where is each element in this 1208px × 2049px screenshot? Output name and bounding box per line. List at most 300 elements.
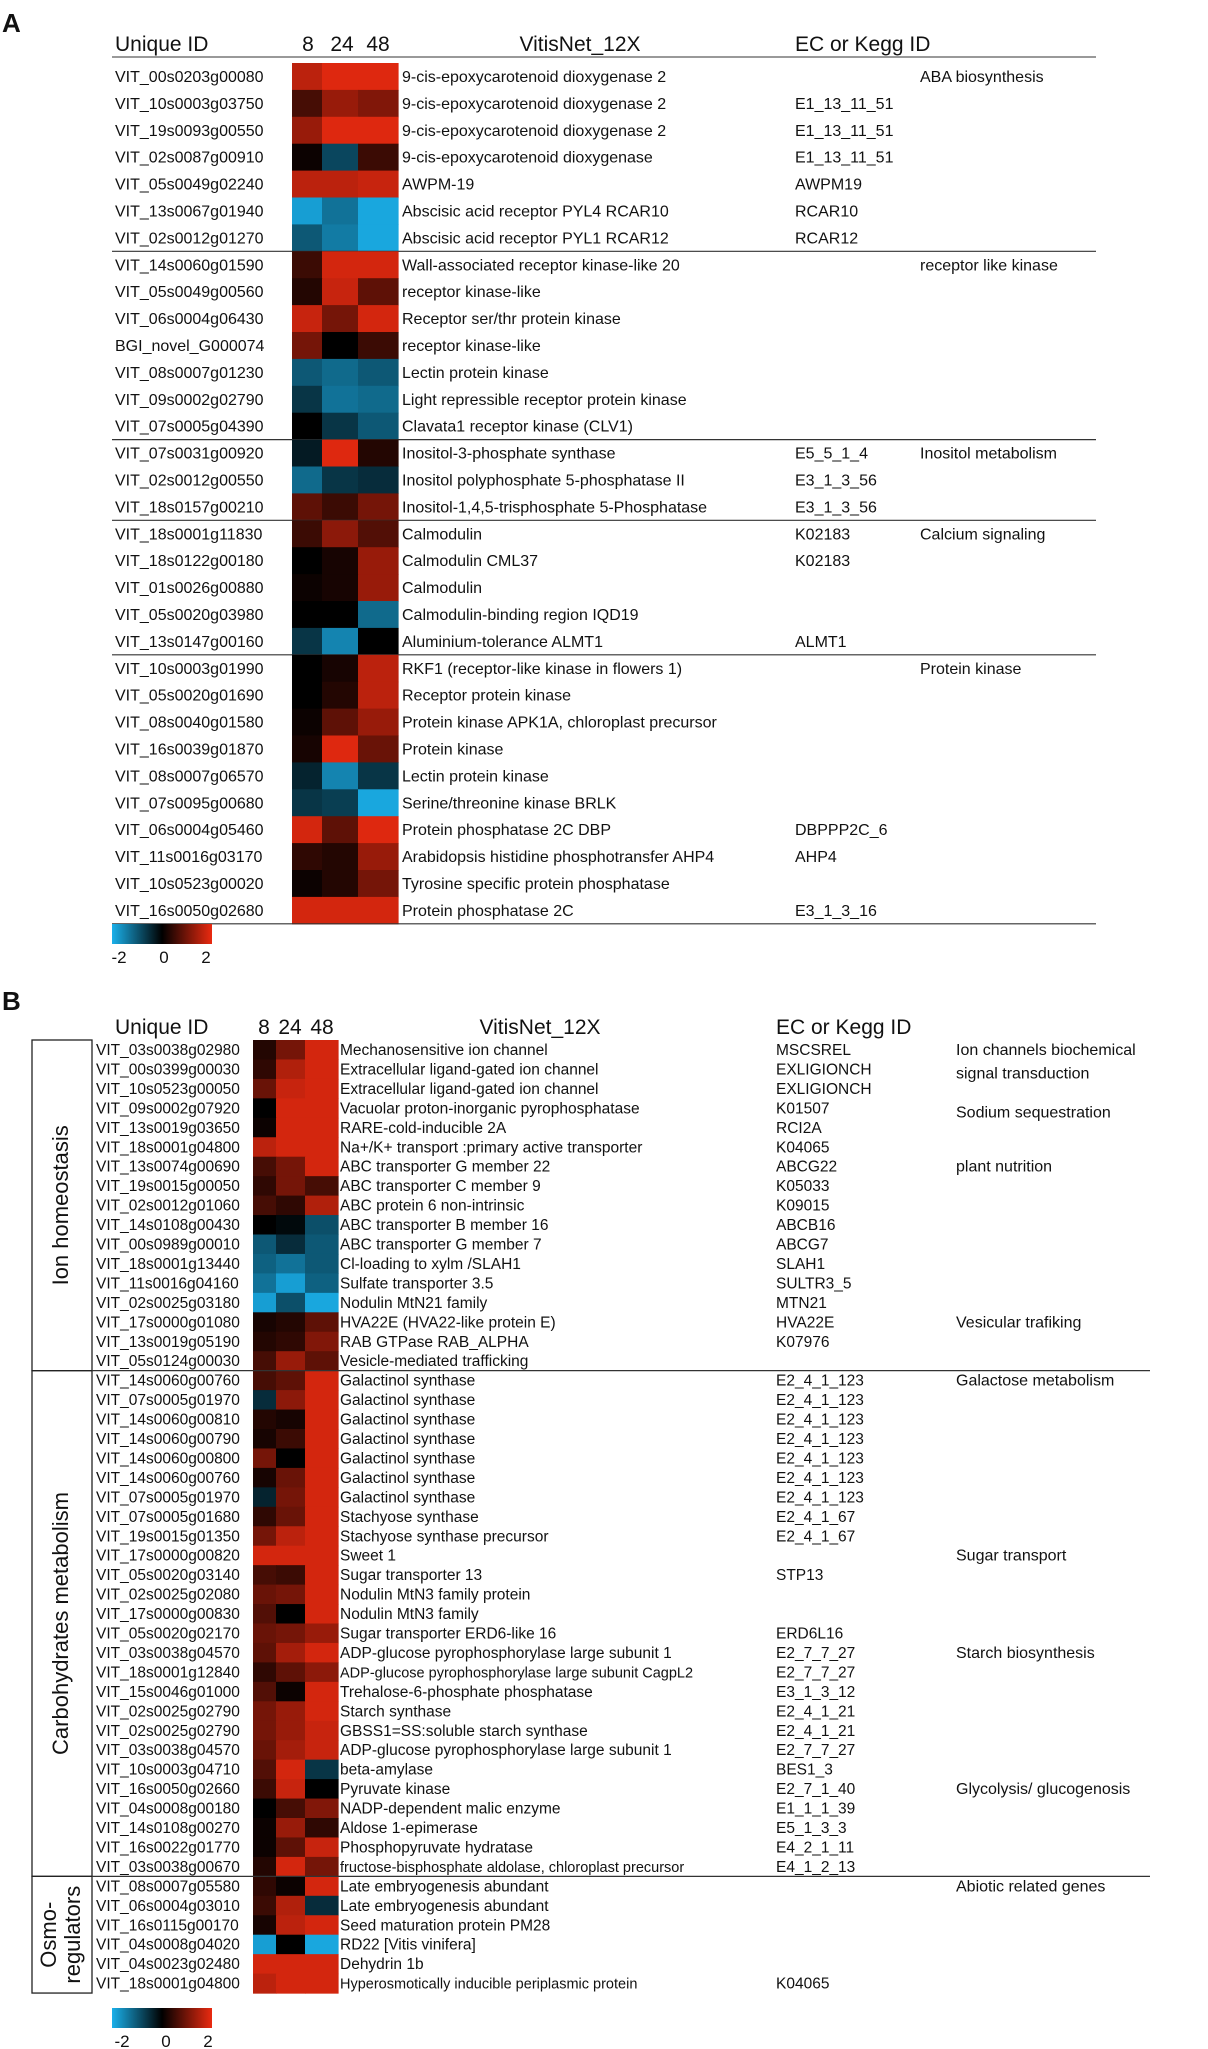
gene-id: VIT_00s0989g00010 bbox=[96, 1236, 240, 1254]
ec-kegg-id: BES1_3 bbox=[776, 1761, 833, 1779]
category-label: Starch biosynthesis bbox=[956, 1644, 1095, 1662]
heat-cell bbox=[305, 1118, 339, 1138]
ec-kegg-id: RCI2A bbox=[776, 1119, 822, 1137]
gene-id: VIT_19s0015g00050 bbox=[96, 1178, 240, 1196]
heat-cell bbox=[305, 1293, 339, 1313]
gene-id: VIT_06s0004g05460 bbox=[115, 822, 264, 840]
panel-label-a: A bbox=[2, 8, 21, 38]
heat-cell bbox=[358, 144, 399, 172]
gene-id: VIT_07s0005g01970 bbox=[96, 1489, 240, 1507]
gene-id: VIT_16s0022g01770 bbox=[96, 1839, 240, 1857]
ec-kegg-id: K09015 bbox=[776, 1197, 830, 1215]
heat-cell bbox=[358, 117, 399, 145]
gene-id: VIT_13s0074g00690 bbox=[96, 1158, 240, 1176]
gene-id: VIT_13s0147g00160 bbox=[115, 633, 264, 651]
heat-cell bbox=[358, 736, 399, 764]
heat-cell bbox=[276, 1643, 306, 1663]
ec-kegg-id: K02183 bbox=[795, 553, 851, 571]
heat-cell bbox=[322, 897, 359, 925]
gene-id: VIT_05s0020g02170 bbox=[96, 1625, 240, 1643]
heat-cell bbox=[322, 171, 359, 199]
header-unique-id: Unique ID bbox=[115, 33, 209, 56]
heat-cell bbox=[305, 1040, 339, 1060]
heat-cell bbox=[276, 1468, 306, 1488]
ec-kegg-id: E5_1_3_3 bbox=[776, 1820, 847, 1837]
heat-cell bbox=[276, 1760, 306, 1780]
heat-cell bbox=[322, 816, 359, 844]
gene-id: VIT_05s0049g00560 bbox=[115, 284, 264, 302]
gene-description: receptor kinase-like bbox=[402, 338, 541, 355]
gene-id: VIT_07s0095g00680 bbox=[115, 795, 264, 813]
heat-cell bbox=[253, 1215, 277, 1235]
heat-cell bbox=[276, 1507, 306, 1527]
header-col-24: 24 bbox=[330, 33, 354, 56]
heat-cell bbox=[253, 1896, 277, 1916]
gene-description: ADP-glucose pyrophosphorylase large subunit 1 bbox=[340, 1644, 672, 1662]
gene-id: VIT_14s0060g00760 bbox=[96, 1372, 240, 1390]
heat-cell bbox=[292, 574, 323, 602]
heat-cell bbox=[253, 1040, 277, 1060]
heat-cell bbox=[358, 359, 399, 387]
heat-cell bbox=[358, 90, 399, 118]
heat-cell bbox=[292, 843, 323, 871]
heat-cell bbox=[253, 1565, 277, 1585]
heat-cell bbox=[292, 789, 323, 817]
gene-id: VIT_11s0016g04160 bbox=[96, 1275, 239, 1293]
heat-cell bbox=[253, 1137, 277, 1157]
heat-cell bbox=[305, 1721, 339, 1741]
heat-cell bbox=[276, 1682, 306, 1702]
gene-description: Abscisic acid receptor PYL4 RCAR10 bbox=[402, 203, 669, 221]
heat-cell bbox=[292, 897, 323, 925]
heat-cell bbox=[292, 332, 323, 360]
heat-cell bbox=[276, 1799, 306, 1819]
heat-cell bbox=[292, 870, 323, 898]
heat-cell bbox=[253, 1351, 277, 1371]
ec-kegg-id: E2_4_1_67 bbox=[776, 1528, 856, 1546]
heat-cell bbox=[276, 1857, 306, 1877]
heat-cell bbox=[305, 1079, 339, 1099]
legend-mid-label: 0 bbox=[159, 948, 169, 967]
ec-kegg-id: EXLIGIONCH bbox=[776, 1080, 872, 1098]
heat-cell bbox=[253, 1293, 277, 1313]
heat-cell bbox=[292, 440, 323, 468]
heat-cell bbox=[358, 305, 399, 333]
heat-cell bbox=[322, 467, 359, 495]
heat-cell bbox=[253, 1760, 277, 1780]
gene-description: Protein phosphatase 2C bbox=[402, 902, 574, 920]
gene-id: VIT_06s0004g06430 bbox=[115, 311, 264, 329]
heat-cell bbox=[253, 1624, 277, 1644]
heat-cell bbox=[358, 547, 399, 575]
heat-cell bbox=[253, 1410, 277, 1430]
gene-description: GBSS1=SS:soluble starch synthase bbox=[340, 1722, 588, 1740]
gene-id: VIT_18s0001g04800 bbox=[96, 1975, 240, 1993]
gene-id: VIT_14s0060g00760 bbox=[96, 1469, 240, 1487]
heat-cell bbox=[305, 1371, 339, 1391]
gene-description: Inositol-3-phosphate synthase bbox=[402, 445, 616, 463]
ec-kegg-id: SLAH1 bbox=[776, 1255, 826, 1273]
heat-cell bbox=[358, 655, 399, 683]
heat-cell bbox=[322, 789, 359, 817]
heat-cell bbox=[276, 1371, 306, 1391]
heat-cell bbox=[305, 1390, 339, 1410]
gene-id: VIT_13s0067g01940 bbox=[115, 203, 264, 221]
gene-description: Calmodulin bbox=[402, 526, 483, 544]
heat-cell bbox=[253, 1118, 277, 1138]
heat-cell bbox=[305, 1526, 339, 1546]
heat-cell bbox=[322, 440, 359, 468]
heat-cell bbox=[322, 359, 359, 387]
gene-id: VIT_16s0050g02680 bbox=[115, 902, 264, 920]
ec-kegg-id: ALMT1 bbox=[795, 633, 847, 651]
ec-kegg-id: STP13 bbox=[776, 1567, 824, 1585]
heat-cell bbox=[292, 117, 323, 145]
heat-cell bbox=[305, 1604, 339, 1624]
gene-description: Cl-loading to xylm /SLAH1 bbox=[340, 1255, 521, 1273]
heat-cell bbox=[322, 655, 359, 683]
gene-description: Aldose 1-epimerase bbox=[340, 1820, 478, 1837]
gene-id: VIT_14s0108g00270 bbox=[96, 1820, 240, 1837]
gene-description: Galactinol synthase bbox=[340, 1431, 476, 1448]
category-label: Protein kinase bbox=[920, 660, 1022, 678]
heat-cell bbox=[292, 547, 323, 575]
section-label-line: Osmo- bbox=[36, 1901, 61, 1968]
heat-cell bbox=[276, 1332, 306, 1352]
heat-cell bbox=[276, 1137, 306, 1157]
heat-cell bbox=[292, 628, 323, 656]
gene-id: VIT_15s0046g01000 bbox=[96, 1683, 240, 1701]
heat-cell bbox=[305, 1546, 339, 1566]
heat-cell bbox=[322, 547, 359, 575]
gene-description: Hyperosmotically inducible periplasmic protein bbox=[340, 1976, 638, 1993]
heat-cell bbox=[276, 1896, 306, 1916]
heat-cell bbox=[292, 520, 323, 548]
ec-kegg-id: E2_4_1_123 bbox=[776, 1372, 864, 1390]
category-label: Abiotic related genes bbox=[956, 1878, 1106, 1896]
heat-cell bbox=[305, 1682, 339, 1702]
ec-kegg-id: E2_4_1_123 bbox=[776, 1450, 864, 1468]
gene-description: Vesicle-mediated trafficking bbox=[340, 1353, 529, 1371]
gene-description: Mechanosensitive ion channel bbox=[340, 1042, 548, 1059]
heat-cell bbox=[322, 843, 359, 871]
heat-cell bbox=[305, 1507, 339, 1527]
ec-kegg-id: E4_1_2_13 bbox=[776, 1858, 856, 1876]
gene-description: RAB GTPase RAB_ALPHA bbox=[340, 1333, 529, 1351]
gene-id: VIT_18s0001g12840 bbox=[96, 1664, 240, 1682]
heat-cell bbox=[305, 1273, 339, 1293]
heat-cell bbox=[305, 1137, 339, 1157]
heat-cell bbox=[305, 1974, 339, 1994]
gene-id: VIT_07s0005g04390 bbox=[115, 418, 264, 436]
ec-kegg-id: E2_7_1_40 bbox=[776, 1781, 856, 1799]
gene-description: Inositol-1,4,5-trisphosphate 5-Phosphatase bbox=[402, 499, 708, 517]
ec-kegg-id: E3_1_3_56 bbox=[795, 472, 877, 490]
heat-cell bbox=[253, 1526, 277, 1546]
gene-description: RKF1 (receptor-like kinase in flowers 1) bbox=[402, 660, 683, 678]
ec-kegg-id: E5_5_1_4 bbox=[795, 445, 868, 463]
heat-cell bbox=[276, 1740, 306, 1760]
gene-id: VIT_16s0115g00170 bbox=[96, 1917, 239, 1935]
heat-cell bbox=[322, 386, 359, 414]
legend-min-label: -2 bbox=[111, 948, 127, 967]
gene-id: VIT_05s0020g03140 bbox=[96, 1567, 240, 1585]
gene-description: ABC protein 6 non-intrinsic bbox=[340, 1197, 525, 1215]
gene-description: Nodulin MtN3 family bbox=[340, 1606, 479, 1624]
heat-cell bbox=[305, 1565, 339, 1585]
heat-cell bbox=[305, 1701, 339, 1721]
heat-cell bbox=[292, 359, 323, 387]
heat-cell bbox=[305, 1837, 339, 1857]
gene-description: Sugar transporter ERD6-like 16 bbox=[340, 1625, 557, 1643]
ec-kegg-id: RCAR10 bbox=[795, 203, 859, 221]
heat-cell bbox=[358, 198, 399, 226]
heat-cell bbox=[322, 762, 359, 790]
gene-description: Inositol polyphosphate 5-phosphatase II bbox=[402, 472, 685, 490]
gene-id: VIT_19s0093g00550 bbox=[115, 122, 264, 140]
gene-id: VIT_19s0015g01350 bbox=[96, 1528, 240, 1546]
ec-kegg-id: E2_4_1_123 bbox=[776, 1411, 864, 1429]
heat-cell bbox=[305, 1799, 339, 1819]
gene-description: Stachyose synthase bbox=[340, 1508, 479, 1526]
ec-kegg-id: MTN21 bbox=[776, 1294, 827, 1312]
gene-description: Late embryogenesis abundant bbox=[340, 1897, 549, 1915]
header-vitisnet: VitisNet_12X bbox=[479, 1016, 601, 1039]
ec-kegg-id: K05033 bbox=[776, 1178, 830, 1196]
heat-cell bbox=[358, 493, 399, 521]
gene-description: Trehalose-6-phosphate phosphatase bbox=[340, 1683, 593, 1701]
heat-cell bbox=[253, 1837, 277, 1857]
heat-cell bbox=[358, 574, 399, 602]
gene-id: VIT_02s0087g00910 bbox=[115, 149, 264, 167]
heat-cell bbox=[253, 1273, 277, 1293]
heat-cell bbox=[292, 655, 323, 683]
gene-description: Receptor ser/thr protein kinase bbox=[402, 311, 621, 329]
heat-cell bbox=[305, 1487, 339, 1507]
heat-cell bbox=[305, 1176, 339, 1196]
heat-cell bbox=[276, 1876, 306, 1896]
gene-id: VIT_11s0016g03170 bbox=[115, 849, 263, 867]
ec-kegg-id: K02183 bbox=[795, 526, 851, 544]
gene-id: VIT_14s0060g00810 bbox=[96, 1411, 240, 1429]
gene-id: VIT_08s0007g01230 bbox=[115, 364, 264, 382]
heat-cell bbox=[305, 1254, 339, 1274]
ec-kegg-id: EXLIGIONCH bbox=[776, 1061, 872, 1079]
legend-mid-label: 0 bbox=[161, 2032, 171, 2049]
gene-id: VIT_02s0025g02790 bbox=[96, 1703, 240, 1721]
heat-cell bbox=[276, 1974, 306, 1994]
gene-description: Nodulin MtN21 family bbox=[340, 1294, 488, 1312]
gene-id: VIT_05s0020g01690 bbox=[115, 687, 264, 705]
gene-id: VIT_04s0008g04020 bbox=[96, 1936, 240, 1954]
heat-cell bbox=[322, 332, 359, 360]
ec-kegg-id: E2_4_1_123 bbox=[776, 1469, 864, 1487]
heat-cell bbox=[253, 1604, 277, 1624]
gene-id: VIT_14s0060g00800 bbox=[96, 1450, 240, 1468]
heat-cell bbox=[358, 440, 399, 468]
heat-cell bbox=[276, 1351, 306, 1371]
heat-cell bbox=[253, 1954, 277, 1974]
heat-cell bbox=[358, 682, 399, 710]
heat-cell bbox=[276, 1098, 306, 1118]
gene-id: VIT_18s0001g13440 bbox=[96, 1255, 240, 1273]
gene-id: VIT_06s0004g03010 bbox=[96, 1897, 240, 1915]
header-vitisnet: VitisNet_12X bbox=[519, 33, 641, 56]
heat-cell bbox=[322, 682, 359, 710]
gene-id: VIT_18s0001g04800 bbox=[96, 1139, 240, 1157]
gene-description: Aluminium-tolerance ALMT1 bbox=[402, 633, 603, 651]
gene-description: Lectin protein kinase bbox=[402, 364, 549, 382]
panel-b bbox=[2, 986, 1150, 2049]
heat-cell bbox=[305, 1662, 339, 1682]
gene-description: 9-cis-epoxycarotenoid dioxygenase 2 bbox=[402, 95, 667, 113]
gene-description: Serine/threonine kinase BRLK bbox=[402, 795, 617, 813]
ec-kegg-id: E2_4_1_21 bbox=[776, 1722, 856, 1740]
gene-id: VIT_16s0039g01870 bbox=[115, 741, 264, 759]
gene-id: VIT_03s0038g04570 bbox=[96, 1742, 240, 1760]
category-label: Sugar transport bbox=[956, 1547, 1067, 1565]
heat-cell bbox=[305, 1235, 339, 1255]
heat-cell bbox=[292, 709, 323, 737]
heat-cell bbox=[322, 117, 359, 145]
ec-kegg-id: E2_7_7_27 bbox=[776, 1664, 856, 1682]
heat-cell bbox=[305, 1896, 339, 1916]
gene-description: Calmodulin bbox=[402, 580, 483, 598]
heat-cell bbox=[253, 1098, 277, 1118]
gene-description: ABC transporter G member 22 bbox=[340, 1158, 551, 1176]
gene-description: Extracellular ligand-gated ion channel bbox=[340, 1061, 599, 1079]
heat-cell bbox=[305, 1059, 339, 1079]
heat-cell bbox=[358, 762, 399, 790]
heat-cell bbox=[276, 1254, 306, 1274]
gene-description: Vacuolar proton-inorganic pyrophosphatase bbox=[340, 1100, 640, 1118]
gene-description: ABC transporter B member 16 bbox=[340, 1217, 549, 1235]
heat-cell bbox=[276, 1429, 306, 1449]
heat-cell bbox=[253, 1332, 277, 1352]
gene-description: ADP-glucose pyrophosphorylase large subunit CagpL2 bbox=[340, 1665, 694, 1682]
ec-kegg-id: E1_13_11_51 bbox=[795, 95, 894, 113]
category-label: Glycolysis/ glucogenosis bbox=[956, 1781, 1131, 1799]
heat-cell bbox=[305, 1760, 339, 1780]
ec-kegg-id: AWPM19 bbox=[795, 176, 862, 194]
heat-cell bbox=[305, 1312, 339, 1332]
heat-cell bbox=[253, 1390, 277, 1410]
gene-id: VIT_14s0060g00790 bbox=[96, 1431, 240, 1448]
gene-description: Galactinol synthase bbox=[340, 1372, 476, 1390]
gene-description: Late embryogenesis abundant bbox=[340, 1878, 549, 1896]
gene-id: VIT_16s0050g02660 bbox=[96, 1781, 240, 1799]
heat-cell bbox=[276, 1157, 306, 1177]
heat-cell bbox=[253, 1779, 277, 1799]
gene-id: VIT_03s0038g02980 bbox=[96, 1042, 240, 1059]
gene-description: Sugar transporter 13 bbox=[340, 1567, 483, 1585]
color-legend-bar bbox=[112, 924, 212, 944]
heat-cell bbox=[253, 1235, 277, 1255]
heat-cell bbox=[276, 1312, 306, 1332]
gene-id: VIT_09s0002g07920 bbox=[96, 1100, 240, 1118]
header-ec-kegg: EC or Kegg ID bbox=[776, 1016, 912, 1039]
heat-cell bbox=[305, 1876, 339, 1896]
heat-cell bbox=[292, 386, 323, 414]
heat-cell bbox=[358, 870, 399, 898]
gene-id: VIT_18s0001g11830 bbox=[115, 526, 263, 544]
ec-kegg-id: ERD6L16 bbox=[776, 1625, 844, 1643]
heat-cell bbox=[322, 413, 359, 441]
ec-kegg-id: E2_4_1_67 bbox=[776, 1508, 856, 1526]
gene-id: VIT_02s0025g02790 bbox=[96, 1722, 240, 1740]
heat-cell bbox=[253, 1935, 277, 1955]
gene-description: beta-amylase bbox=[340, 1761, 434, 1779]
heat-cell bbox=[276, 1779, 306, 1799]
heat-cell bbox=[292, 63, 323, 91]
gene-id: VIT_02s0012g01060 bbox=[96, 1197, 240, 1215]
section-label bbox=[48, 1125, 73, 1285]
heat-cell bbox=[253, 1487, 277, 1507]
gene-description: Receptor protein kinase bbox=[402, 687, 571, 705]
gene-description: ABC transporter C member 9 bbox=[340, 1178, 541, 1196]
heat-cell bbox=[358, 171, 399, 199]
gene-description: RARE-cold-inducible 2A bbox=[340, 1119, 507, 1137]
gene-id: VIT_08s0040g01580 bbox=[115, 714, 264, 732]
ec-kegg-id: E3_1_3_16 bbox=[795, 902, 877, 920]
gene-description: Galactinol synthase bbox=[340, 1469, 476, 1487]
heat-cell bbox=[305, 1215, 339, 1235]
heat-cell bbox=[292, 413, 323, 441]
heat-cell bbox=[292, 224, 323, 252]
heat-cell bbox=[358, 520, 399, 548]
legend-max-label: 2 bbox=[201, 948, 211, 967]
heat-cell bbox=[253, 1254, 277, 1274]
gene-id: VIT_03s0038g00670 bbox=[96, 1858, 240, 1876]
ec-kegg-id: E1_1_1_39 bbox=[776, 1800, 856, 1818]
heat-cell bbox=[292, 251, 323, 278]
heat-cell bbox=[276, 1915, 306, 1935]
gene-description: Galactinol synthase bbox=[340, 1489, 476, 1507]
heat-cell bbox=[276, 1079, 306, 1099]
gene-description: Galactinol synthase bbox=[340, 1392, 476, 1410]
heat-cell bbox=[276, 1196, 306, 1216]
heat-cell bbox=[305, 1468, 339, 1488]
heat-cell bbox=[292, 171, 323, 199]
gene-id: VIT_17s0000g01080 bbox=[96, 1314, 240, 1332]
heat-cell bbox=[358, 897, 399, 925]
heat-cell bbox=[358, 386, 399, 414]
ec-kegg-id: E2_4_1_123 bbox=[776, 1392, 864, 1410]
heat-cell bbox=[276, 1293, 306, 1313]
heat-cell bbox=[292, 601, 323, 629]
heat-cell bbox=[276, 1059, 306, 1079]
section-label-line: regulators bbox=[60, 1885, 85, 1984]
ec-kegg-id: E2_4_1_21 bbox=[776, 1703, 856, 1721]
heat-cell bbox=[358, 843, 399, 871]
heat-cell bbox=[322, 90, 359, 118]
heat-cell bbox=[253, 1176, 277, 1196]
heat-cell bbox=[276, 1701, 306, 1721]
heat-cell bbox=[305, 1818, 339, 1838]
section-label bbox=[36, 1886, 85, 1984]
gene-description: Abscisic acid receptor PYL1 RCAR12 bbox=[402, 230, 669, 248]
heat-cell bbox=[253, 1448, 277, 1468]
heat-cell bbox=[322, 870, 359, 898]
heat-cell bbox=[253, 1662, 277, 1682]
heat-cell bbox=[358, 709, 399, 737]
gene-description: Phosphopyruvate hydratase bbox=[340, 1839, 534, 1857]
ec-kegg-id: E2_4_1_123 bbox=[776, 1489, 864, 1507]
heat-cell bbox=[276, 1526, 306, 1546]
gene-description: Lectin protein kinase bbox=[402, 768, 549, 786]
gene-id: VIT_04s0008g00180 bbox=[96, 1800, 240, 1818]
ec-kegg-id: ABCG22 bbox=[776, 1158, 838, 1176]
